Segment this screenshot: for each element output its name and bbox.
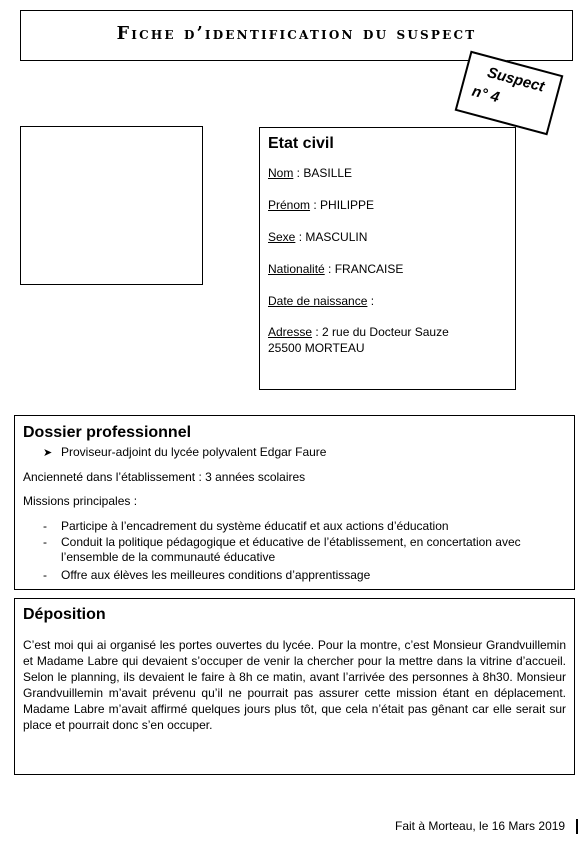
stamp-line-2: n° 4: [470, 82, 502, 107]
dossier-heading: Dossier professionnel: [23, 424, 192, 441]
suspect-stamp: [455, 51, 564, 136]
dossier-professionnel-box: [14, 415, 575, 590]
page-title: Fiche d’identification du suspect: [116, 24, 477, 44]
field-adresse: [268, 325, 449, 340]
sexe-label: Sexe: [268, 230, 296, 244]
missions-label: Missions principales :: [23, 494, 138, 508]
nationalite-value: : FRANCAISE: [324, 262, 404, 276]
sexe-value: : MASCULIN: [295, 230, 368, 244]
field-nom: [268, 166, 352, 181]
nom-value: : BASILLE: [293, 166, 353, 180]
etat-civil-box: [259, 127, 516, 390]
arrow-bullet-icon: ➤: [43, 447, 53, 459]
mission-item: Participe à l’encadrement du système éducatif et aux actions d’éducation: [61, 519, 449, 533]
field-prenom: [268, 198, 374, 213]
title-box: [20, 10, 573, 61]
mission-item: Offre aux élèves les meilleures conditions d’apprentissage: [61, 568, 371, 582]
anciennete: Ancienneté dans l’établissement : 3 années scolaires: [23, 470, 306, 484]
dash-bullet-icon: -: [43, 519, 47, 533]
nationalite-label: Nationalité: [268, 262, 325, 276]
poste: Proviseur-adjoint du lycée polyvalent Edgar Faure: [61, 445, 327, 459]
nom-label: Nom: [268, 166, 294, 180]
naissance-value: :: [367, 294, 375, 308]
field-sexe: [268, 230, 367, 245]
naissance-label: Date de naissance: [268, 294, 368, 308]
deposition-heading: Déposition: [23, 606, 106, 623]
deposition-text: C’est moi qui ai organisé les portes ouvertes du lycée. Pour la montre, c’est Monsieur Grandvuillemin et Madame Labre qui devaient s’occuper de venir la chercher pour la mettre dans la vitrine d’accueil. Selon le planning, ils devaient le faire à 8h ce matin, avant l’arrivée des personnes à 8h30. Monsieur Grandvuillemin m’avait prévenu qu’il ne pourrait pas assurer cette mission étant en déplacement. Madame Labre m’avait affirmé quelques jours plus tôt, que cela n’était pas gênant car elle serait sur place et pourrait donc s’en occuper.: [23, 638, 566, 732]
etat-civil-heading: Etat civil: [268, 135, 334, 152]
prenom-value: : PHILIPPE: [310, 198, 375, 212]
dash-bullet-icon: -: [43, 535, 47, 549]
footer-signature-line: Fait à Morteau, le 16 Mars 2019: [395, 819, 566, 833]
deposition-box: [14, 598, 575, 775]
mission-item: Conduit la politique pédagogique et éducative de l’établissement, en concertation avec: [61, 535, 521, 549]
photo-frame: [20, 126, 203, 285]
dash-bullet-icon: -: [43, 568, 47, 582]
field-naissance: [268, 294, 374, 309]
adresse-value: : 2 rue du Docteur Sauze: [312, 325, 449, 339]
adresse-line-2: 25500 MORTEAU: [268, 341, 365, 355]
adresse-label: Adresse: [268, 325, 313, 339]
mission-item-continued: l’ensemble de la communauté éducative: [61, 550, 276, 564]
prenom-label: Prénom: [268, 198, 311, 212]
stamp-line-1: Suspect: [485, 64, 547, 96]
field-nationalite: [268, 262, 403, 277]
